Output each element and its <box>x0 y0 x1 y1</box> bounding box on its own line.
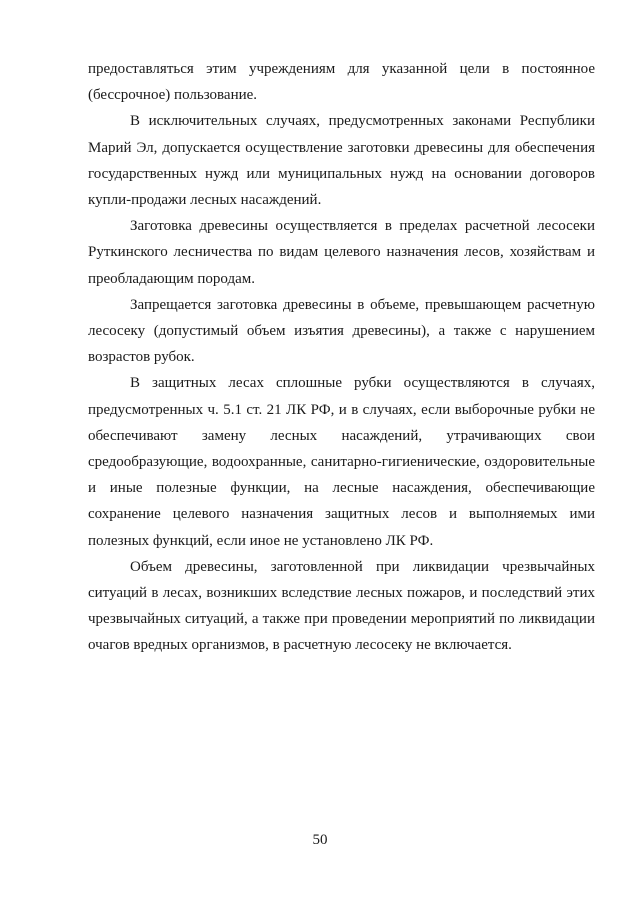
document-body <box>88 56 595 659</box>
paragraph-protective-forests: В защитных лесах сплошные рубки осуществляются в случаях, предусмотренных ч. 5.1 ст. 21 ЛК РФ, и в случаях, если выборочные рубки не обеспечивают замену лесных насаждений, утрачивающих свои средообразующие, водоохранные, санитарно-гигиенические, оздоровительные и иные полезные функции, на лесные насаждения, обеспечивающие сохранение целевого назначения защитных лесов и выполняемых ими полезных функций, если иное не установлено ЛК РФ. <box>88 375 595 549</box>
paragraph-emergency-volume: Объем древесины, заготовленной при ликвидации чрезвычайных ситуаций в лесах, возникших вследствие лесных пожаров, и последствий этих чрезвычайных ситуаций, а также при проведении мероприятий по ликвидации очагов вредных организмов, в расчетную лесосеку не включается. <box>88 558 595 654</box>
paragraph-prohibition: Запрещается заготовка древесины в объеме, превышающем расчетную лесосеку (допустимый объем изъятия древесины), а также с нарушением возрастов рубок. <box>88 296 595 366</box>
paragraph-continuation: предоставляться этим учреждениям для указанной цели в постоянное (бессрочное) пользование. <box>88 61 595 104</box>
paragraph-harvesting-limits: Заготовка древесины осуществляется в пределах расчетной лесосеки Руткинского лесничества по видам целевого назначения лесов, хозяйствам и преобладающим породам. <box>88 218 595 287</box>
page-number: 50 <box>312 832 328 848</box>
paragraph-exceptional-cases: В исключительных случаях, предусмотренных законами Республики Марий Эл, допускается осуществление заготовки древесины для обеспечения государственных нужд или муниципальных нужд на основании договоров купли-продажи лесных насаждений. <box>88 113 595 209</box>
